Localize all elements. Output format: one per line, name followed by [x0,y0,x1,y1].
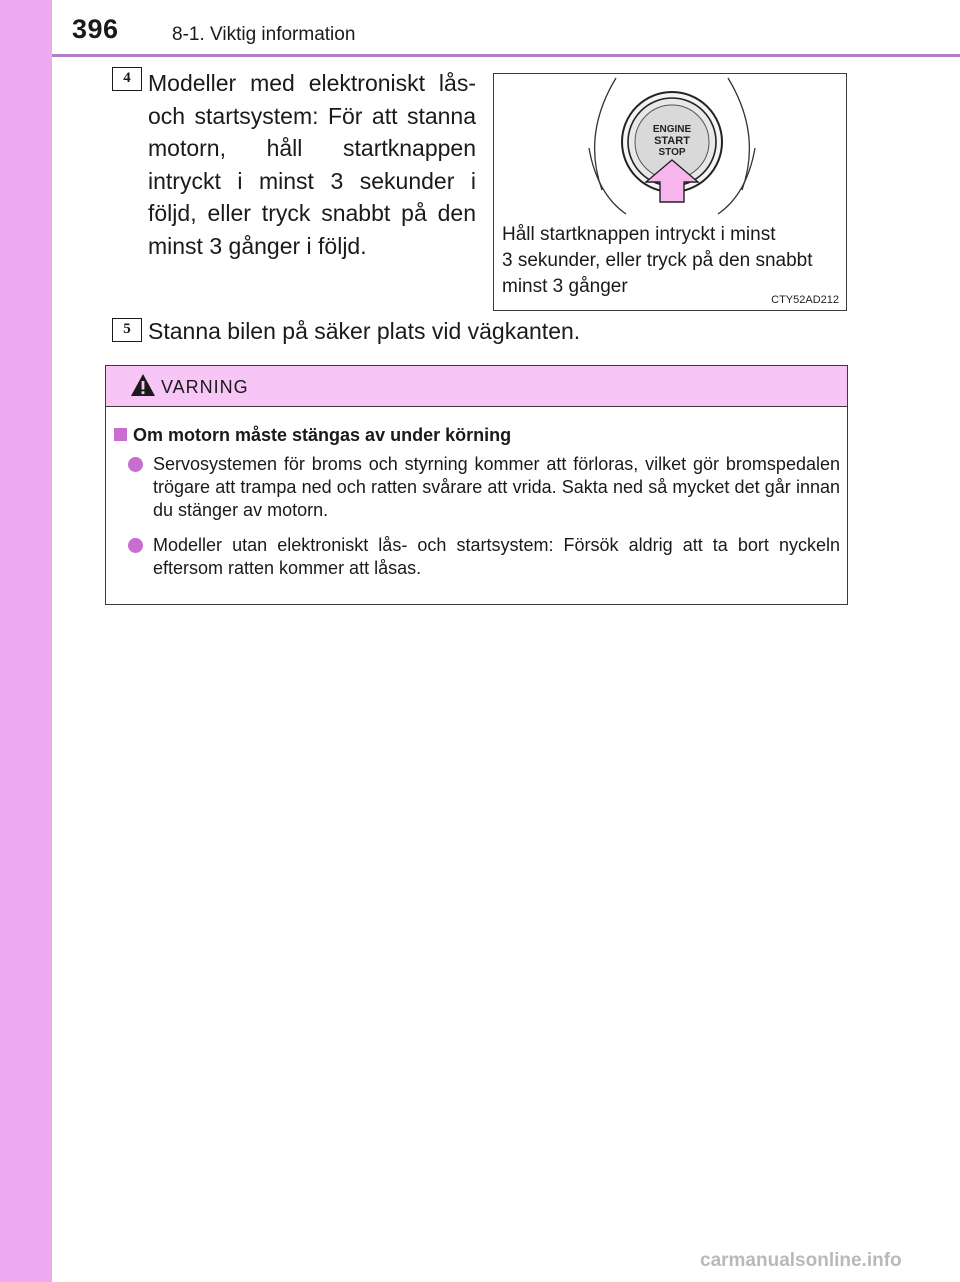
warning-bullet [128,453,840,522]
warning-title: VARNING [161,377,249,397]
header-divider [52,54,960,57]
warning-box [105,365,848,605]
side-band [0,0,52,1282]
bullet-dot-icon [128,457,143,472]
warning-bullet-text: Servosystemen för broms och styrning kommer att förloras, vilket gör bromspedalen trögare att trampa ned och ratten svårare att vrida. Sakta ned så mycket det går innan du stänger av motorn. [153,454,840,520]
warning-triangle-icon [130,373,156,397]
figure-caption [502,222,847,300]
step-4-text: Modeller med elektroniskt lås- och startsystem: För att stanna motorn, håll startknappen intryckt i minst 3 sekunder i följd, eller tryck snabbt på den minst 3 gånger i följd. [148,70,476,259]
caption-line: minst 3 gånger [502,276,628,297]
caption-line: 3 sekunder, eller tryck på den snabbt [502,250,813,271]
step-5-number: 5 [112,318,142,342]
bullet-dot-icon [128,538,143,553]
warning-subheading [114,425,511,446]
warning-bullet-text: Modeller utan elektroniskt lås- och startsystem: Försök aldrig att ta bort nyckeln eftersom ratten kommer att låsas. [153,535,840,578]
figure-code: CTY52AD212 [771,294,839,306]
warning-subheading-text: Om motorn måste stängas av under körning [133,425,512,445]
button-label-start: START [654,135,690,147]
step-5-text: Stanna bilen på säker plats vid vägkanten. [148,318,581,344]
start-button-figure [493,73,847,311]
warning-header [106,366,847,407]
section-title: 8-1. Viktig information [172,24,356,45]
button-label-engine: ENGINE [652,124,692,135]
step-4-number: 4 [112,67,142,91]
watermark: carmanualsonline.info [700,1250,902,1271]
page-number: 396 [72,14,119,44]
warning-bullet [128,534,840,580]
square-bullet-icon [114,428,127,441]
caption-line: Håll startknappen intryckt i minst [502,224,776,245]
button-label-stop: STOP [658,147,686,158]
